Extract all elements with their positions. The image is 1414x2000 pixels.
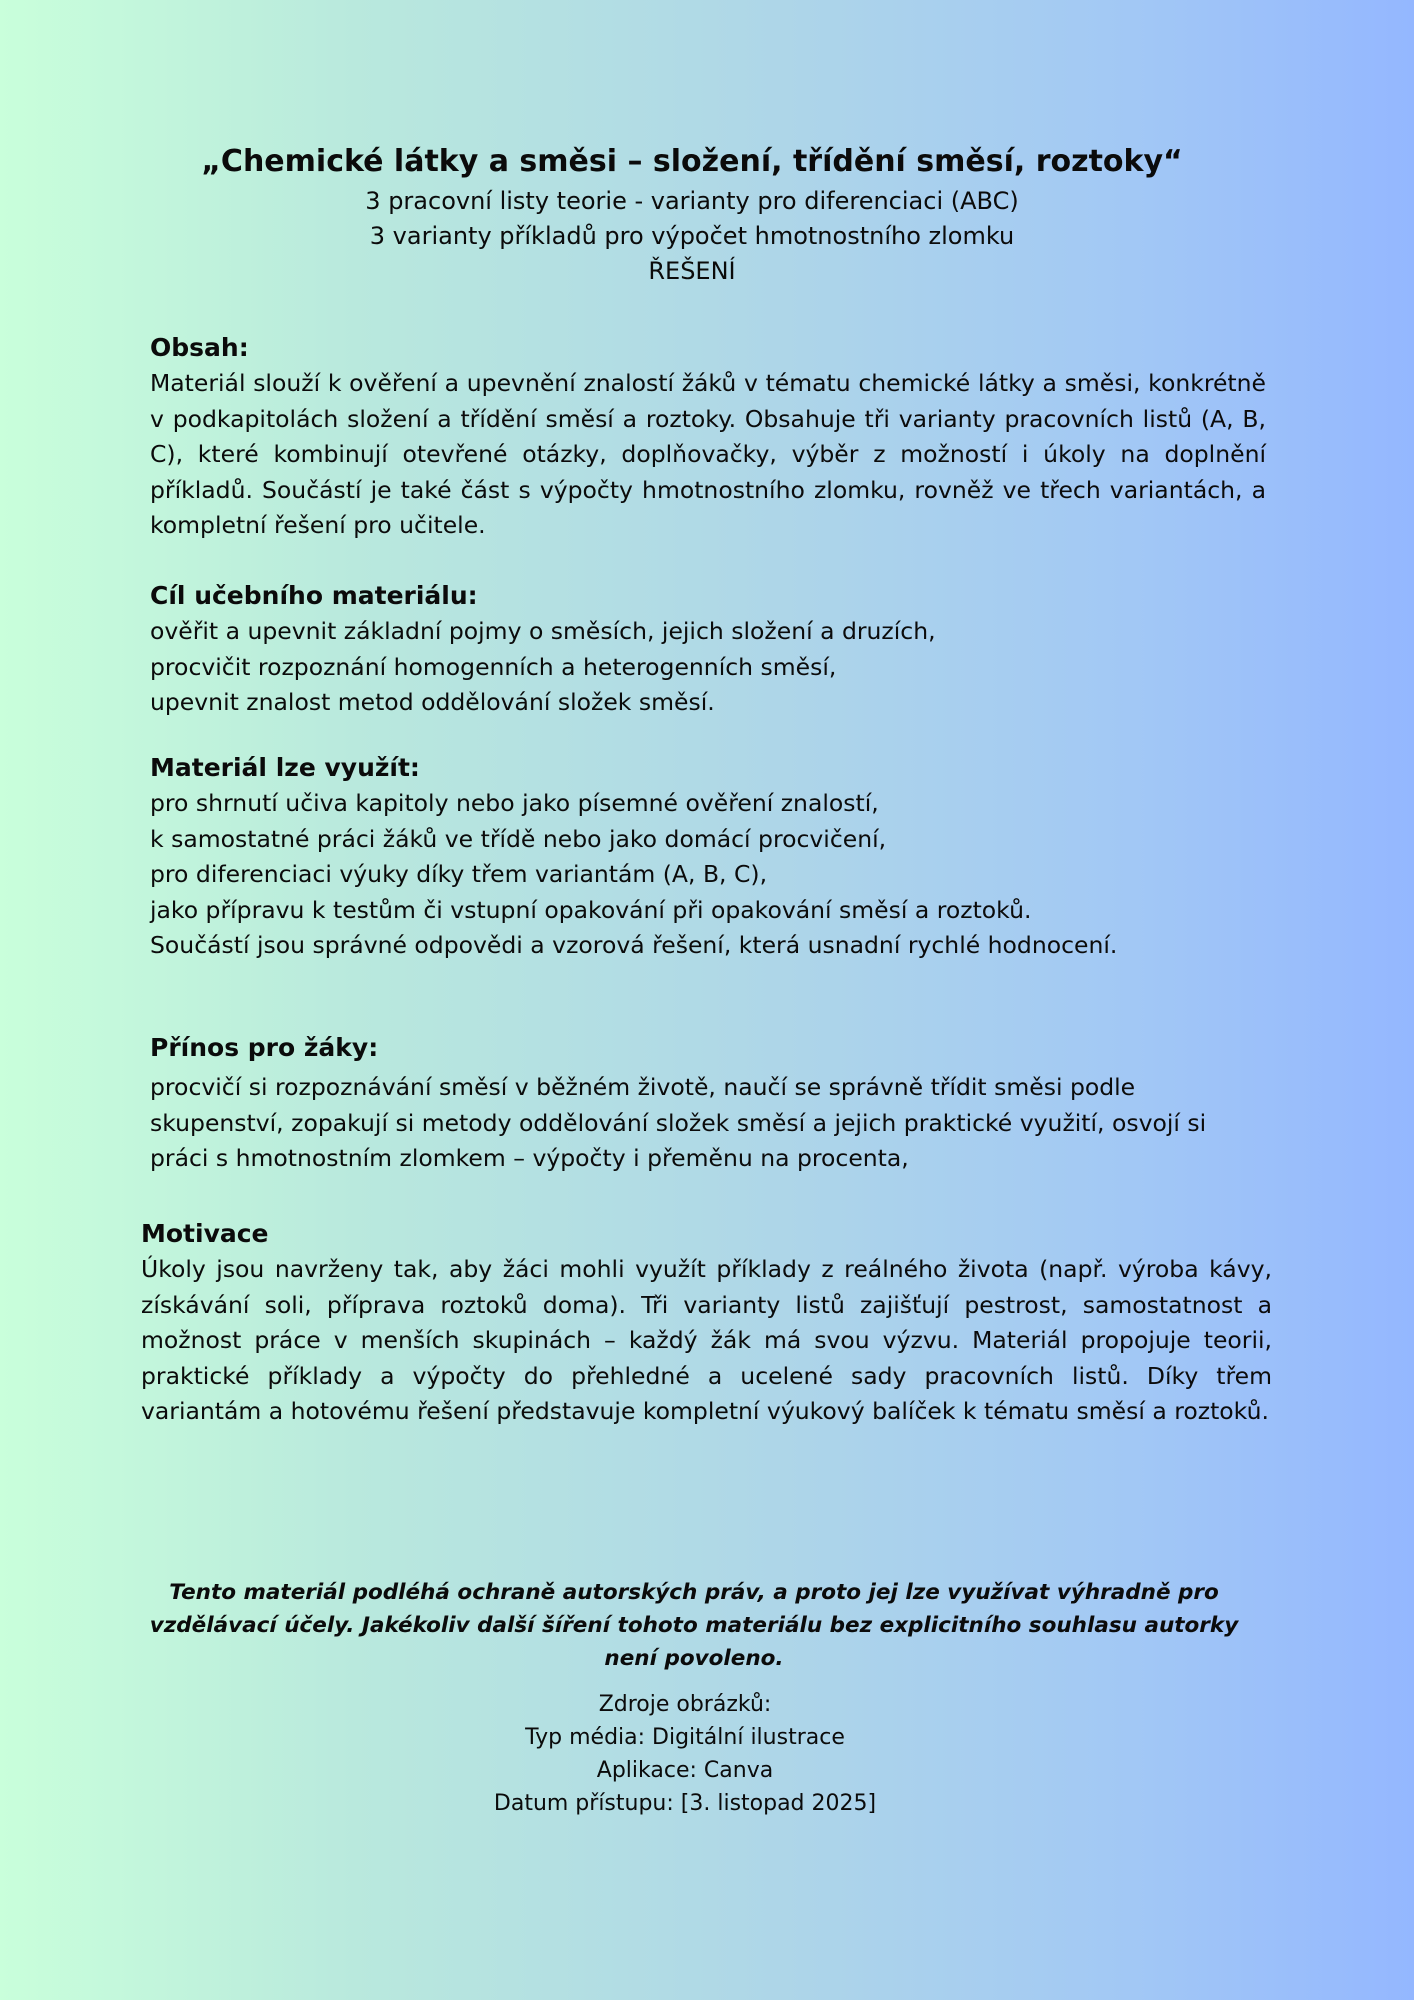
section-heading: Cíl učebního materiálu: [150, 581, 478, 610]
copyright-notice: Tento materiál podléhá ochraně autorských práv, a proto jej lze využívat výhradně pro vzdělávací účely. Jakékoliv další šíření tohoto materiálu bez explicitního souhlasu autorky není povoleno. [149, 1580, 1239, 1671]
section-heading: Motivace [141, 1219, 269, 1248]
section-heading: Obsah: [150, 333, 249, 362]
section-paragraph: Úkoly jsou navrženy tak, aby žáci mohli využít příklady z reálného života (např. výroba kávy, získávání soli, příprava roztoků doma). Tři varianty listů zajišťují pestrost, samostatnost a možnost práce v menších skupinách – každý žák má svou výzvu. Materiál propojuje teorii, praktické příklady a výpočty do přehledné a ucelené sady pracovních listů. Díky třem variantám a hotovému řešení představuje kompletní výukový balíček k tématu směsí a roztoků. [141, 1255, 1272, 1426]
list-item: pro shrnutí učiva kapitoly nebo jako písemné ověření znalostí, [150, 789, 879, 817]
list-item: pro diferenciaci výuky díky třem variantám (A, B, C), [150, 860, 768, 889]
sources-heading: Zdroje obrázků: [598, 1692, 772, 1717]
image-sources [0, 1688, 1370, 1820]
section-cil [150, 578, 1266, 721]
sources-line: Typ média: Digitální ilustrace [525, 1725, 845, 1750]
list-item: Součástí jsou správné odpovědi a vzorová řešení, která usnadní rychlé hodnocení. [150, 931, 1118, 960]
section-paragraph: Materiál slouží k ověření a upevnění znalostí žáků v tématu chemické látky a směsi, konkrétně v podkapitolách složení a třídění směsí a roztoky. Obsahuje tři varianty pracovních listů (A, B, C), které kombinují otevřené otázky, doplňovačky, výběr z možností i úkoly na doplnění příkladů. Součástí je také část s výpočty hmotnostního zlomku, rovněž ve třech variantách, a kompletní řešení pro učitele. [150, 369, 1266, 540]
section-vyuziti [150, 750, 1266, 964]
list-item: ověřit a upevnit základní pojmy o směsích, jejich složení a druzích, [150, 617, 936, 645]
text-line: skupenství, zopakují si metody oddělování složek směsí a jejich praktické využití, osvojí si [150, 1108, 1207, 1137]
subtitle-line: 3 varianty příkladů pro výpočet hmotnostního zlomku [369, 222, 1015, 250]
list-item: jako přípravu k testům či vstupní opakování při opakování směsí a roztoků. [150, 895, 1032, 924]
title-block [0, 140, 1384, 289]
text-line: práci s hmotnostním zlomkem – výpočty i přeměnu na procenta, [150, 1144, 909, 1173]
list-item: upevnit znalost metod oddělování složek směsí. [150, 688, 715, 717]
section-obsah [150, 330, 1266, 544]
section-motivace [141, 1216, 1272, 1430]
solution-label: ŘEŠENÍ [648, 257, 736, 285]
section-heading: Materiál lze využít: [150, 753, 420, 782]
list-item: k samostatné práci žáků ve třídě nebo jako domácí procvičení, [150, 824, 887, 853]
sources-line: Datum přístupu: [3. listopad 2025] [493, 1791, 877, 1816]
sources-line: Aplikace: Canva [596, 1758, 774, 1783]
text-line: procvičí si rozpoznávání směsí v běžném životě, naučí se správně třídit směsi podle [150, 1073, 1136, 1101]
list-item: procvičit rozpoznání homogenních a heterogenních směsí, [150, 652, 837, 681]
section-prinos [150, 1030, 1266, 1177]
document-title: „Chemické látky a směsi – složení, třídění směsí, roztoky“ [201, 144, 1183, 179]
subtitle-line: 3 pracovní listy teorie - varianty pro diferenciaci (ABC) [365, 187, 1019, 215]
section-heading: Přínos pro žáky: [150, 1033, 379, 1062]
